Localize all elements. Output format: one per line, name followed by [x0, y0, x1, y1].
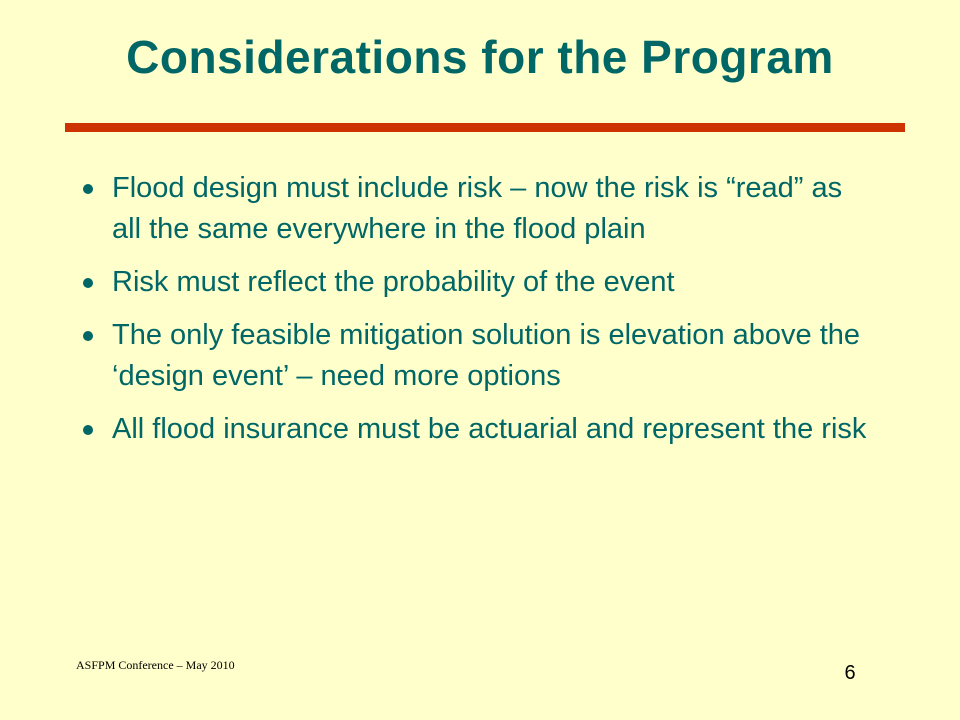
bullet-text: All flood insurance must be actuarial and represent the risk: [112, 413, 867, 445]
bullet-dot-icon: [82, 183, 94, 195]
bullet-dot-icon: [82, 277, 94, 289]
title-divider: [65, 123, 905, 132]
bullet-dot-icon: [82, 330, 94, 342]
slide-title: Considerations for the Program: [126, 31, 834, 83]
bullet-item: [78, 315, 878, 397]
bullet-text: Flood design must include risk – now the risk is “read” as all the same everywhere in the flood plain: [112, 172, 843, 245]
bullet-text: Risk must reflect the probability of the event: [112, 266, 675, 298]
bullet-item: [78, 262, 878, 303]
bullet-item: [78, 168, 878, 250]
page-number: 6: [844, 662, 856, 684]
footer-text: ASFPM Conference – May 2010: [76, 658, 235, 672]
bullet-dot-icon: [82, 424, 94, 436]
bullet-text: The only feasible mitigation solution is elevation above the ‘design event’ – need more options: [112, 319, 861, 392]
bullet-list: [78, 168, 878, 462]
bullet-item: [78, 409, 878, 450]
